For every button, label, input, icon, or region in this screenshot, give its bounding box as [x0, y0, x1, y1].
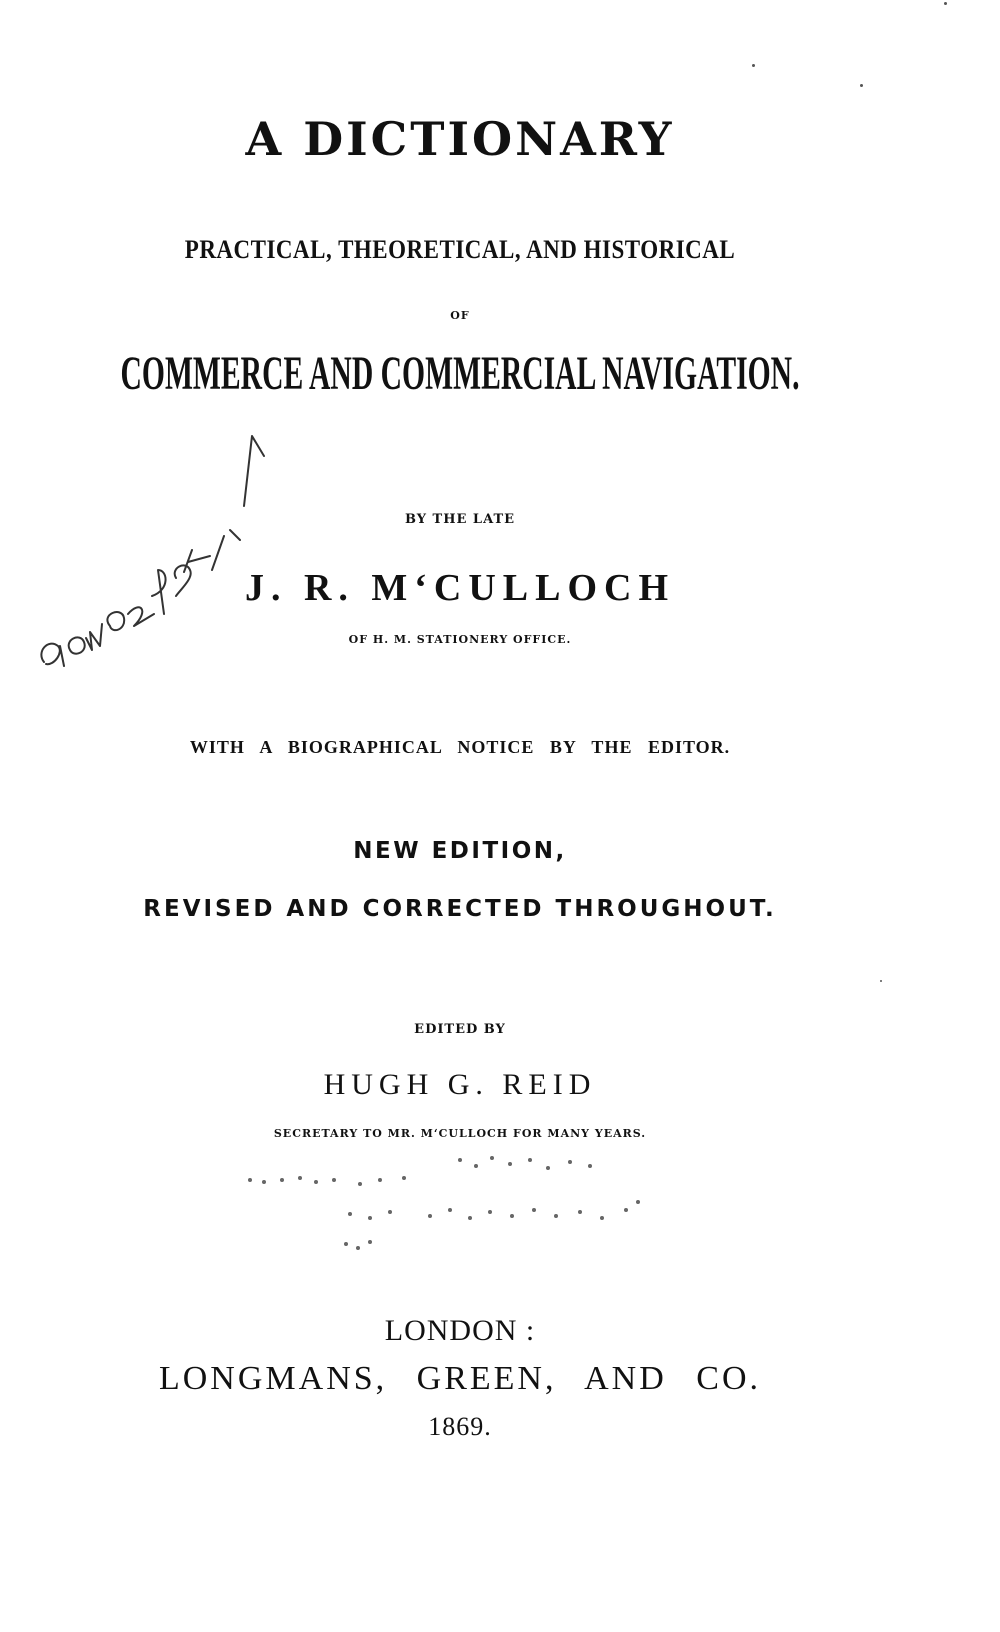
edition-note: REVISED AND CORRECTED THROUGHOUT.: [143, 896, 777, 922]
biographical-note: WITH A BIOGRAPHICAL NOTICE BY THE EDITOR.: [189, 737, 731, 757]
author-name: J. R. M‘CULLOCH: [244, 567, 676, 609]
publication-place: LONDON :: [384, 1314, 536, 1347]
publisher-name: LONGMANS, GREEN, AND CO.: [158, 1360, 762, 1397]
edition-label: NEW EDITION,: [353, 838, 567, 864]
handwritten-call-number: [30, 400, 290, 700]
scan-speck: [860, 84, 863, 87]
main-subject: COMMERCE AND COMMERCIAL NAVIGATION.: [120, 347, 800, 401]
scan-speck: [944, 2, 947, 5]
author-affiliation: OF H. M. STATIONERY OFFICE.: [348, 633, 572, 646]
by-line: BY THE LATE: [404, 512, 516, 527]
scan-speck: [880, 980, 882, 982]
stamp-dots-icon: [230, 1140, 670, 1260]
book-title: A DICTIONARY: [245, 112, 675, 166]
edited-by-label: EDITED BY: [414, 1022, 506, 1037]
editor-name: HUGH G. REID: [323, 1068, 597, 1101]
editor-role: SECRETARY TO MR. M‘CULLOCH FOR MANY YEARS.: [273, 1127, 647, 1140]
perforated-stamp: [230, 1140, 670, 1260]
book-subtitle: PRACTICAL, THEORETICAL, AND HISTORICAL: [184, 235, 736, 264]
publication-year: 1869.: [428, 1412, 492, 1441]
scan-speck: [752, 64, 755, 67]
title-connector: OF: [450, 309, 470, 322]
